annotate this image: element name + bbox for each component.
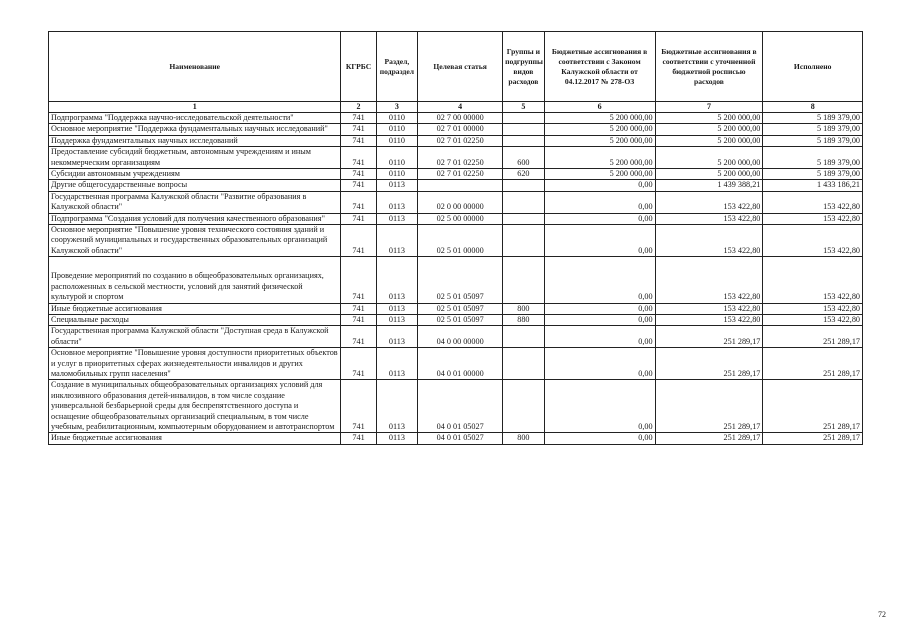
table-row [49,191,863,213]
header-section: Раздел, подраздел [376,32,417,102]
row-name: Проведение мероприятий по созданию в общеобразовательных организациях, расположенных в сельской местности, условий для занятий физической культурой и спортом [49,257,341,303]
row-expense-type: 800 [503,433,544,444]
row-refined-amount: 153 422,80 [655,257,763,303]
row-refined-amount: 1 439 388,21 [655,180,763,191]
row-section: 0113 [376,348,417,380]
row-expense-type [503,191,544,213]
row-section: 0113 [376,326,417,348]
column-number: 8 [763,102,863,113]
row-section: 0113 [376,191,417,213]
row-target: 04 0 01 05027 [418,380,503,433]
row-section: 0110 [376,113,417,124]
row-law-amount: 0,00 [544,348,655,380]
row-name: Основное мероприятие "Повышение уровня доступности приоритетных объектов и услуг в приоритетных сферах жизнедеятельности инвалидов и других маломобильных групп населения" [49,348,341,380]
row-section: 0113 [376,257,417,303]
row-target: 02 7 01 02250 [418,147,503,169]
row-expense-type [503,213,544,224]
row-expense-type: 800 [503,303,544,314]
row-expense-type [503,135,544,146]
row-target: 02 7 01 02250 [418,169,503,180]
row-law-amount: 0,00 [544,257,655,303]
row-executed-amount: 5 189 379,00 [763,135,863,146]
row-law-amount: 0,00 [544,380,655,433]
row-kgrbs: 741 [341,147,376,169]
row-name: Субсидии автономным учреждениям [49,169,341,180]
row-executed-amount: 153 422,80 [763,191,863,213]
row-expense-type [503,326,544,348]
row-section: 0113 [376,225,417,257]
column-number: 2 [341,102,376,113]
row-refined-amount: 153 422,80 [655,314,763,325]
row-target: 02 5 01 05097 [418,303,503,314]
table-row [49,113,863,124]
row-kgrbs: 741 [341,169,376,180]
row-target: 02 0 00 00000 [418,191,503,213]
row-refined-amount: 251 289,17 [655,326,763,348]
column-number-row [49,102,863,113]
row-name: Создание в муниципальных общеобразовательных организациях условий для инклюзивного образования детей-инвалидов, в том числе создание универсальной безбарьерной среды для беспрепятственного доступа и оснащение общеобразовательных организаций специальным, в том числе учебным, реабилитационным, компьютерным оборудованием и автотранспортом [49,380,341,433]
row-law-amount: 0,00 [544,225,655,257]
table-row [49,380,863,433]
row-expense-type: 620 [503,169,544,180]
row-kgrbs: 741 [341,191,376,213]
row-law-amount: 5 200 000,00 [544,169,655,180]
row-kgrbs: 741 [341,213,376,224]
header-groups: Группы и подгруппы видов расходов [503,32,544,102]
row-executed-amount: 5 189 379,00 [763,113,863,124]
row-name: Иные бюджетные ассигнования [49,303,341,314]
row-name: Специальные расходы [49,314,341,325]
row-section: 0113 [376,303,417,314]
row-law-amount: 0,00 [544,303,655,314]
row-executed-amount: 153 422,80 [763,213,863,224]
row-name: Государственная программа Калужской области "Развитие образования в Калужской области" [49,191,341,213]
row-executed-amount: 251 289,17 [763,433,863,444]
column-number: 1 [49,102,341,113]
table-row [49,135,863,146]
row-section: 0113 [376,180,417,191]
row-target: 04 0 01 05027 [418,433,503,444]
row-law-amount: 0,00 [544,326,655,348]
budget-table [48,31,863,445]
table-row [49,433,863,444]
row-executed-amount: 153 422,80 [763,303,863,314]
row-law-amount: 0,00 [544,180,655,191]
row-name: Поддержка фундаментальных научных исследований [49,135,341,146]
row-law-amount: 5 200 000,00 [544,113,655,124]
row-expense-type [503,225,544,257]
row-refined-amount: 5 200 000,00 [655,113,763,124]
row-section: 0110 [376,124,417,135]
table-row [49,169,863,180]
row-target: 02 7 00 00000 [418,113,503,124]
header-refined: Бюджетные ассигнования в соответствии с уточненной бюджетной росписью расходов [655,32,763,102]
table-row [49,303,863,314]
column-number: 5 [503,102,544,113]
row-kgrbs: 741 [341,380,376,433]
row-kgrbs: 741 [341,433,376,444]
row-target: 02 7 01 00000 [418,124,503,135]
row-executed-amount: 153 422,80 [763,225,863,257]
table-row [49,147,863,169]
row-executed-amount: 251 289,17 [763,326,863,348]
header-name: Наименование [49,32,341,102]
row-target: 02 5 01 00000 [418,225,503,257]
row-refined-amount: 251 289,17 [655,433,763,444]
row-name: Подпрограмма "Создания условий для получения качественного образования" [49,213,341,224]
row-executed-amount: 251 289,17 [763,380,863,433]
row-name: Иные бюджетные ассигнования [49,433,341,444]
row-refined-amount: 251 289,17 [655,380,763,433]
row-refined-amount: 153 422,80 [655,225,763,257]
row-name: Другие общегосударственные вопросы [49,180,341,191]
row-kgrbs: 741 [341,124,376,135]
table-row [49,257,863,303]
row-refined-amount: 5 200 000,00 [655,147,763,169]
row-refined-amount: 153 422,80 [655,191,763,213]
row-kgrbs: 741 [341,326,376,348]
table-row [49,314,863,325]
row-expense-type [503,113,544,124]
row-refined-amount: 5 200 000,00 [655,124,763,135]
table-row [49,326,863,348]
row-refined-amount: 5 200 000,00 [655,169,763,180]
row-kgrbs: 741 [341,113,376,124]
header-target: Целевая статья [418,32,503,102]
row-section: 0110 [376,135,417,146]
row-expense-type [503,124,544,135]
row-refined-amount: 153 422,80 [655,303,763,314]
table-row [49,348,863,380]
row-name: Предоставление субсидий бюджетным, автономным учреждениям и иным некоммерческим организациям [49,147,341,169]
row-target: 02 5 01 05097 [418,257,503,303]
row-name: Государственная программа Калужской области "Доступная среда в Калужской области" [49,326,341,348]
column-number: 3 [376,102,417,113]
row-executed-amount: 1 433 186,21 [763,180,863,191]
row-expense-type [503,348,544,380]
row-name: Основное мероприятие "Поддержка фундаментальных научных исследований" [49,124,341,135]
row-name: Основное мероприятие "Повышение уровня технического состояния зданий и сооружений муниципальных и государственных образовательных организаций Калужской области" [49,225,341,257]
row-law-amount: 0,00 [544,433,655,444]
row-target: 04 0 01 00000 [418,348,503,380]
row-law-amount: 5 200 000,00 [544,147,655,169]
column-number: 4 [418,102,503,113]
row-expense-type [503,380,544,433]
row-target [418,180,503,191]
row-law-amount: 0,00 [544,191,655,213]
row-expense-type [503,180,544,191]
row-target: 02 5 01 05097 [418,314,503,325]
row-expense-type [503,257,544,303]
table-row [49,213,863,224]
row-expense-type: 600 [503,147,544,169]
row-kgrbs: 741 [341,135,376,146]
row-kgrbs: 741 [341,180,376,191]
row-executed-amount: 5 189 379,00 [763,124,863,135]
row-executed-amount: 5 189 379,00 [763,147,863,169]
table-row [49,225,863,257]
row-section: 0113 [376,433,417,444]
table-row [49,180,863,191]
row-kgrbs: 741 [341,348,376,380]
row-refined-amount: 5 200 000,00 [655,135,763,146]
column-number: 7 [655,102,763,113]
row-law-amount: 5 200 000,00 [544,135,655,146]
row-executed-amount: 5 189 379,00 [763,169,863,180]
page-number: 72 [878,610,886,619]
row-law-amount: 0,00 [544,314,655,325]
row-kgrbs: 741 [341,257,376,303]
row-refined-amount: 251 289,17 [655,348,763,380]
table-row [49,124,863,135]
header-law: Бюджетные ассигнования в соответствии с Законом Калужской области от 04.12.2017 № 278-ОЗ [544,32,655,102]
row-target: 02 5 00 00000 [418,213,503,224]
row-executed-amount: 153 422,80 [763,314,863,325]
row-name: Подпрограмма "Поддержка научно-исследовательской деятельности" [49,113,341,124]
row-section: 0113 [376,314,417,325]
row-target: 02 7 01 02250 [418,135,503,146]
row-kgrbs: 741 [341,225,376,257]
row-law-amount: 5 200 000,00 [544,124,655,135]
row-section: 0113 [376,213,417,224]
row-target: 04 0 00 00000 [418,326,503,348]
header-kgrbs: КГРБС [341,32,376,102]
row-law-amount: 0,00 [544,213,655,224]
table-body [49,113,863,445]
row-refined-amount: 153 422,80 [655,213,763,224]
row-section: 0110 [376,169,417,180]
row-kgrbs: 741 [341,303,376,314]
row-expense-type: 880 [503,314,544,325]
row-executed-amount: 153 422,80 [763,257,863,303]
row-section: 0110 [376,147,417,169]
row-executed-amount: 251 289,17 [763,348,863,380]
column-number: 6 [544,102,655,113]
header-executed: Исполнено [763,32,863,102]
row-kgrbs: 741 [341,314,376,325]
row-section: 0113 [376,380,417,433]
